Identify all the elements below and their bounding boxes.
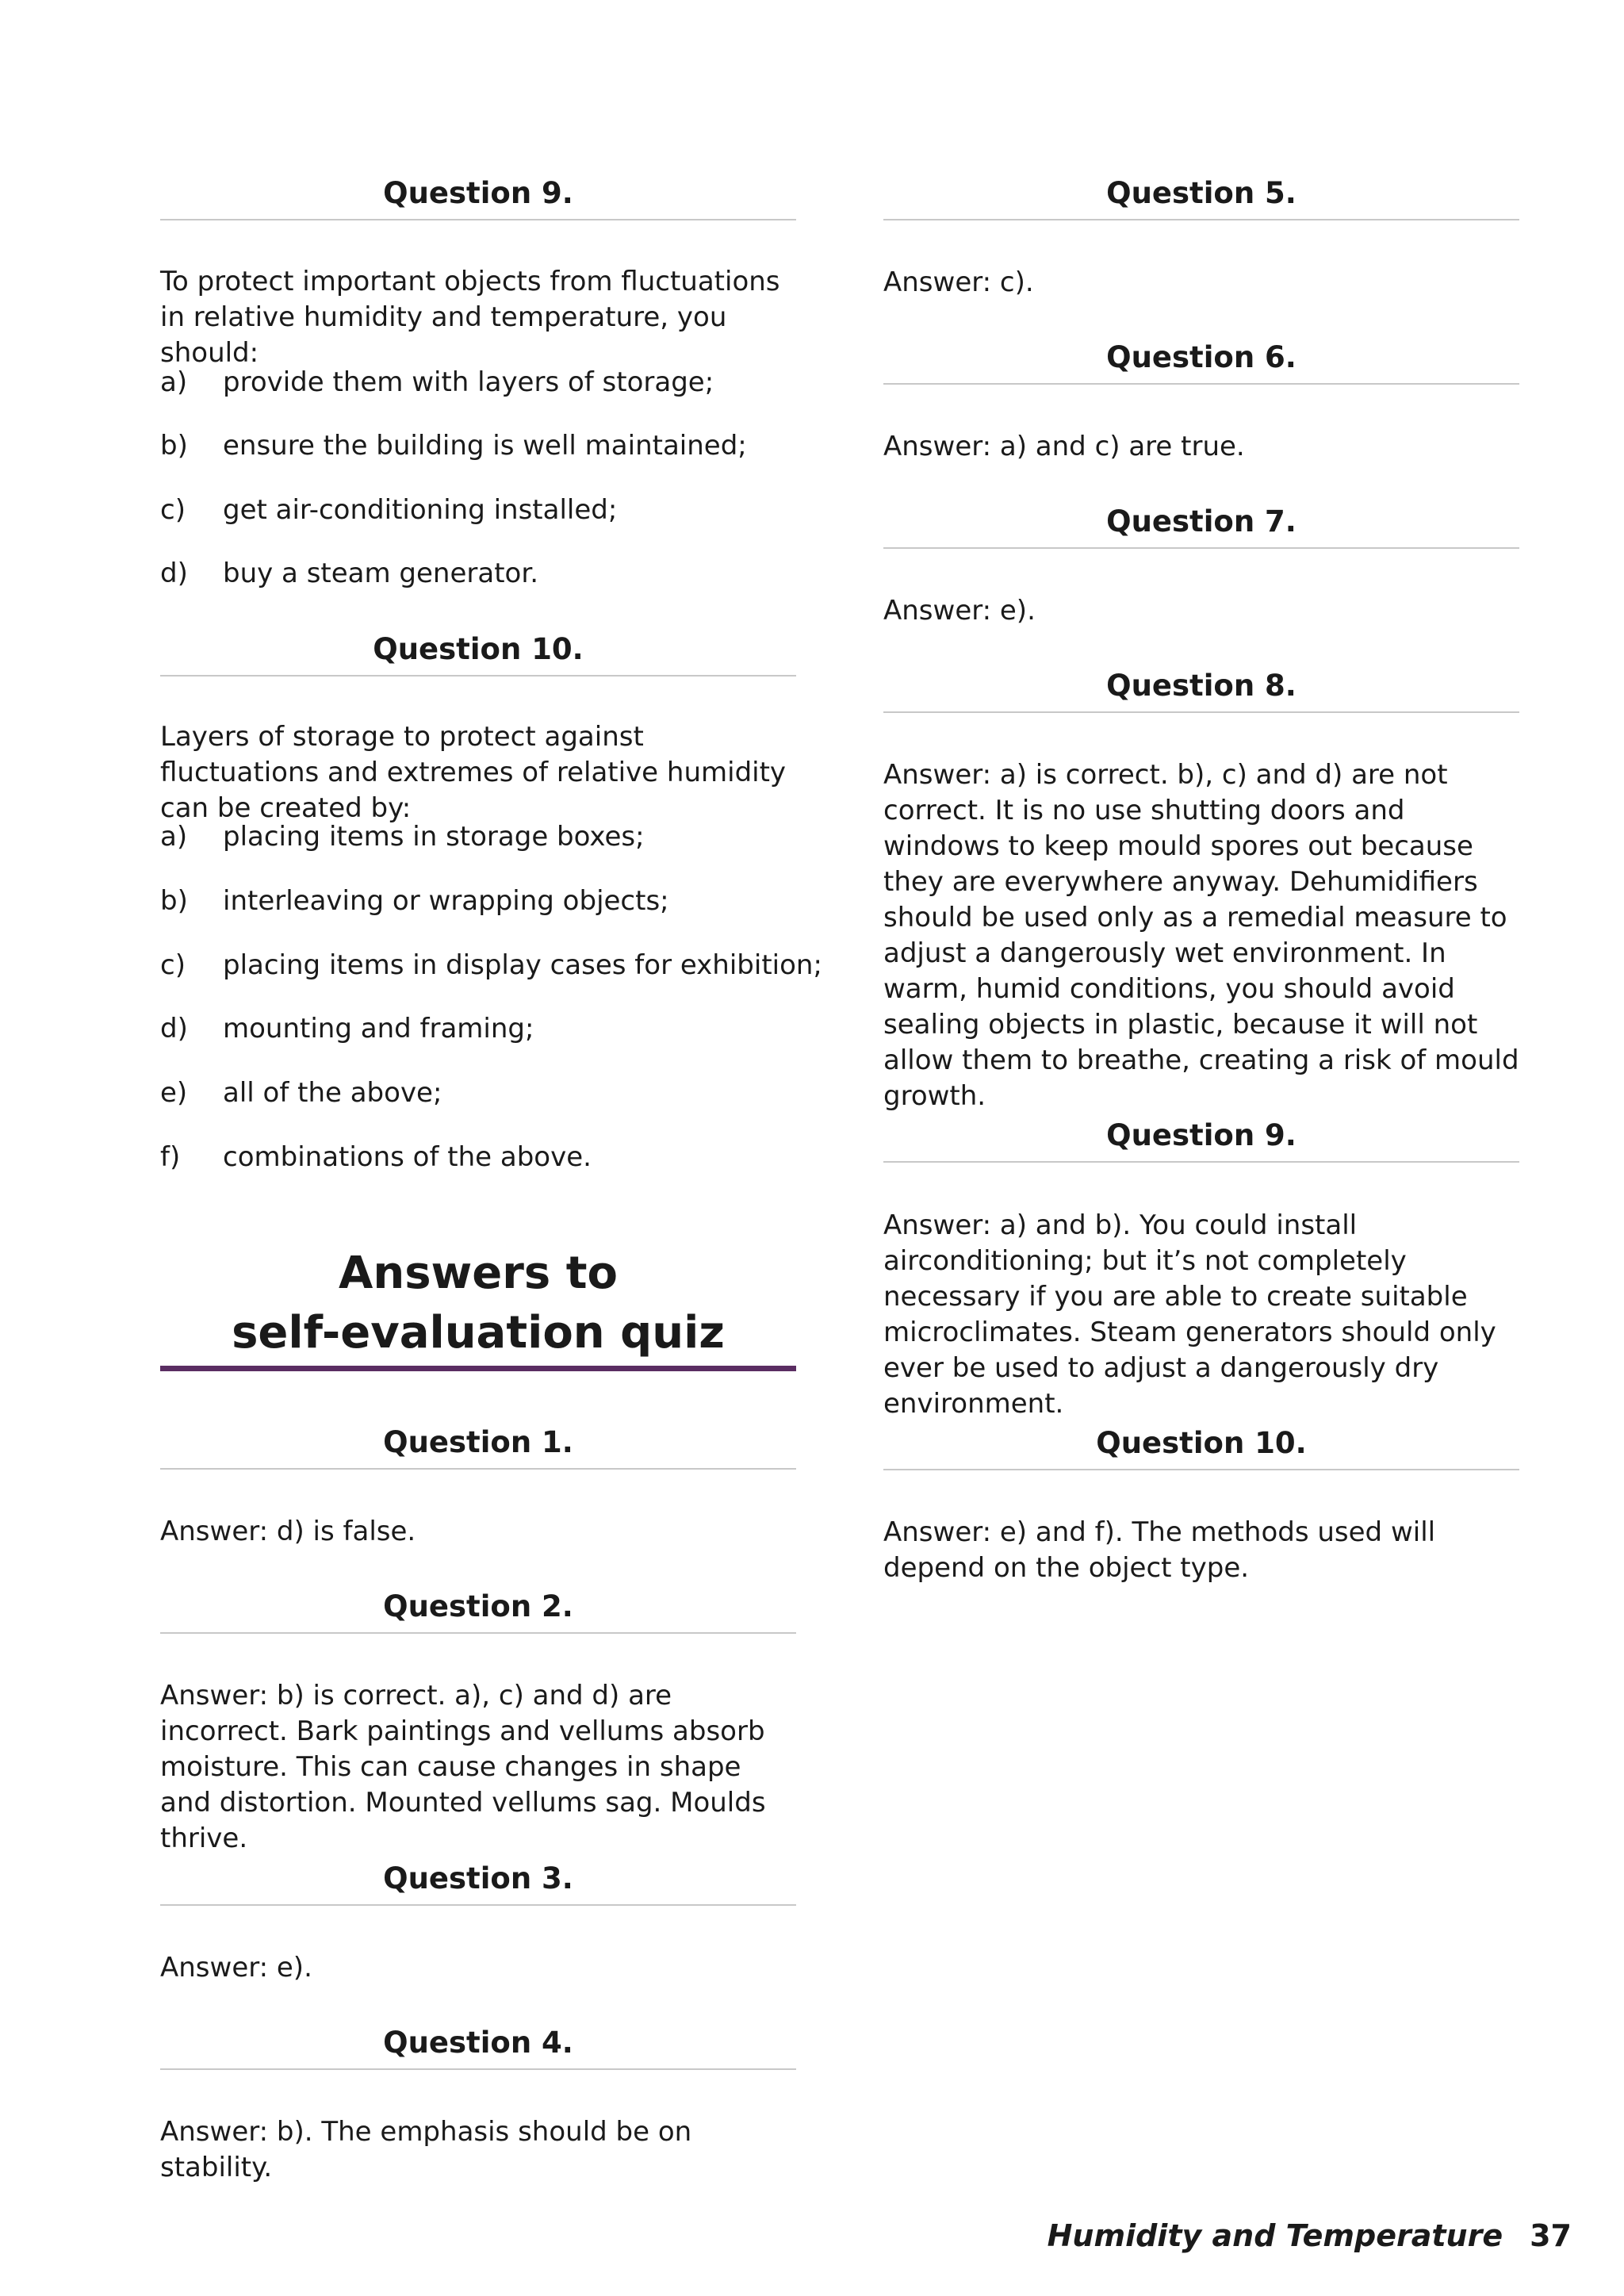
- question-heading: Question 7.: [883, 503, 1519, 549]
- section-title: [160, 1244, 796, 1371]
- answer-text: Answer: a) and b). You could install airconditioning; but it’s not completely necessary if you are able to create suitable microclimates. Steam generators should only ever be used to adjust a dangerously dry environment.: [883, 1209, 1496, 1420]
- option-text: combinations of the above.: [223, 1141, 592, 1173]
- answer-text: Answer: b) is correct. a), c) and d) are incorrect. Bark paintings and vellums absorb moisture. This can cause changes in shape and distortion. Mounted vellums sag. Moulds thrive.: [160, 1680, 766, 1854]
- question-heading: Question 10.: [883, 1424, 1519, 1470]
- option-letter: f): [160, 1141, 181, 1173]
- option-text: get air-conditioning installed;: [223, 494, 618, 526]
- option-text: all of the above;: [223, 1077, 442, 1109]
- question-heading: Question 10.: [160, 631, 796, 677]
- section-title-line: Answers to: [339, 1248, 618, 1299]
- question-heading: Question 8.: [883, 667, 1519, 713]
- option-letter: d): [160, 558, 188, 589]
- option-text: placing items in storage boxes;: [223, 821, 645, 853]
- page-footer: [1048, 2217, 1572, 2255]
- option-letter: c): [160, 494, 186, 526]
- question-prompt: To protect important objects from fluctuations in relative humidity and temperature, you should:: [160, 266, 780, 369]
- option-text: provide them with layers of storage;: [223, 366, 714, 398]
- question-heading: Question 1.: [160, 1424, 796, 1470]
- option-letter: d): [160, 1013, 188, 1045]
- option-letter: e): [160, 1077, 188, 1109]
- question-heading: Question 4.: [160, 2024, 796, 2070]
- option-letter: b): [160, 885, 188, 917]
- option-text: placing items in display cases for exhibition;: [223, 949, 822, 981]
- answer-text: Answer: e).: [160, 1952, 312, 1984]
- question-heading: Question 3.: [160, 1860, 796, 1906]
- question-heading: Question 5.: [883, 174, 1519, 220]
- footer-title: Humidity and Temperature: [1047, 2218, 1503, 2253]
- option-letter: a): [160, 821, 188, 853]
- section-title-line: self-evaluation quiz: [232, 1307, 725, 1359]
- page-number: 37: [1530, 2218, 1572, 2253]
- answer-text: Answer: a) and c) are true.: [883, 431, 1245, 462]
- option-letter: a): [160, 366, 188, 398]
- question-heading: Question 6.: [883, 339, 1519, 385]
- question-heading: Question 9.: [883, 1117, 1519, 1163]
- answer-text: Answer: d) is false.: [160, 1516, 416, 1547]
- option-text: mounting and framing;: [223, 1013, 534, 1045]
- question-heading: Question 2.: [160, 1588, 796, 1634]
- option-letter: b): [160, 430, 188, 462]
- question-heading: Question 9.: [160, 174, 796, 220]
- question-prompt: Layers of storage to protect against fluctuations and extremes of relative humidity can be created by:: [160, 721, 787, 824]
- answer-text: Answer: b). The emphasis should be on stability.: [160, 2116, 692, 2183]
- answer-text: Answer: e) and f). The methods used will depend on the object type.: [883, 1516, 1436, 1584]
- answer-text: Answer: c).: [883, 266, 1034, 298]
- option-text: ensure the building is well maintained;: [223, 430, 747, 462]
- option-letter: c): [160, 949, 186, 981]
- answer-text: Answer: a) is correct. b), c) and d) are not correct. It is no use shutting doors and windows to keep mould spores out because they are everywhere anyway. Dehumidifiers should be used only as a remedial measure to adjust a dangerously wet environment. In warm, humid conditions, you should avoid sealing objects in plastic, because it will not allow them to breathe, creating a risk of mould growth.: [883, 759, 1519, 1112]
- answer-text: Answer: e).: [883, 595, 1036, 627]
- option-text: buy a steam generator.: [223, 558, 539, 589]
- option-text: interleaving or wrapping objects;: [223, 885, 669, 917]
